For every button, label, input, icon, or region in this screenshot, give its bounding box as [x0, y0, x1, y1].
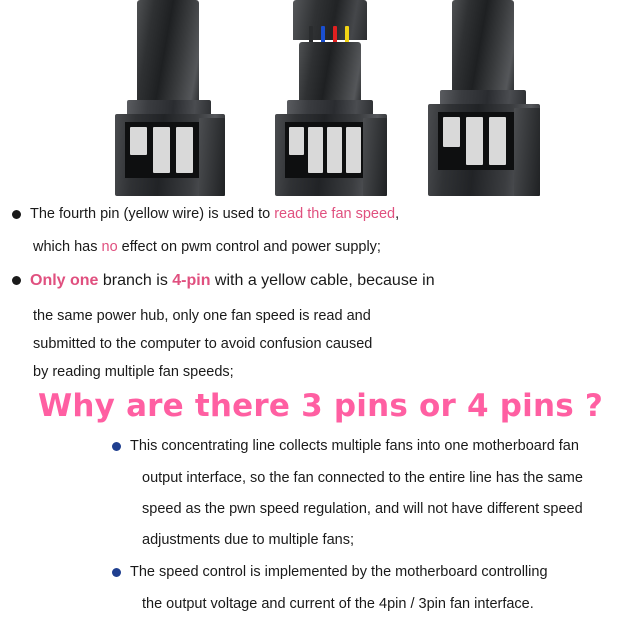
blue-bullet-1-line-4: adjustments due to multiple fans;: [142, 532, 354, 548]
bullet-dot-icon: [12, 276, 21, 285]
bullet-2-line-3: submitted to the computer to avoid confusion caused: [33, 336, 373, 352]
bullet-2-text-a: branch is: [98, 272, 173, 289]
bullet-2-emphasis-1: Only one: [30, 272, 99, 289]
bullet-2-emphasis-2: 4-pin: [172, 272, 211, 289]
bullet-1-line2-highlight: no: [101, 239, 118, 255]
left-pin-slot-3: [176, 127, 193, 173]
right-housing-side-rail: [514, 108, 540, 196]
blue-bullet-1-line-1: This concentrating line collects multiple fans into one motherboard fan: [130, 438, 579, 454]
bullet-dot-icon: [112, 442, 121, 451]
middle-cable-sheath: [299, 42, 361, 108]
bullet-1-text-highlight: read the fan speed: [274, 206, 396, 222]
right-cable-sheath: [452, 0, 514, 98]
bullet-dot-icon: [12, 210, 21, 219]
blue-bullet-2-line-2: the output voltage and current of the 4pin / 3pin fan interface.: [142, 596, 534, 612]
description-text-area: [0, 196, 640, 618]
middle-connector-4pin: [265, 0, 395, 196]
middle-pin-slot-3: [327, 127, 342, 173]
right-pin-slot-1: [443, 117, 460, 147]
middle-housing-side-rail: [363, 118, 387, 196]
bullet-item-2: [12, 270, 435, 291]
blue-bullet-1-line-3: speed as the pwn speed regulation, and will not have different speed: [142, 501, 583, 517]
bullet-1-line-1: [30, 204, 399, 225]
bullet-dot-icon: [112, 568, 121, 577]
middle-pin-slot-1: [289, 127, 304, 155]
bullet-1-line2-a: which has: [33, 239, 102, 255]
middle-cable-ribbon: [293, 0, 367, 40]
bullet-2-line-2: the same power hub, only one fan speed is read and: [33, 308, 371, 324]
blue-bullet-item-1: [112, 436, 579, 457]
bullet-2-line-1: [30, 270, 435, 291]
left-pin-slot-1: [130, 127, 147, 155]
left-cable-sheath: [137, 0, 199, 108]
bullet-item-1: [12, 204, 399, 225]
middle-pin-slot-2: [308, 127, 323, 173]
middle-pin-slot-4: [346, 127, 361, 173]
right-pin-slot-3: [489, 117, 506, 165]
bullet-1-text-b: ,: [395, 206, 400, 222]
right-pin-slot-2: [466, 117, 483, 165]
blue-bullet-1-line-2: output interface, so the fan connected to the entire line has the same: [142, 470, 583, 486]
left-pin-slot-2: [153, 127, 170, 173]
product-photo: [0, 0, 640, 196]
left-connector-3pin: [105, 0, 235, 196]
bullet-1-line-2: [33, 237, 381, 258]
bullet-1-line2-b: effect on pwm control and power supply;: [117, 239, 381, 255]
page-title: Why are there 3 pins or 4 pins ?: [38, 388, 604, 424]
left-housing-side-rail: [199, 118, 225, 196]
bullet-1-text-a: The fourth pin (yellow wire) is used to: [30, 206, 275, 222]
right-connector-3pin: [420, 0, 550, 196]
blue-bullet-item-2: [112, 562, 548, 583]
blue-bullet-2-line-1: The speed control is implemented by the motherboard controlling: [130, 564, 548, 580]
bullet-2-line-4: by reading multiple fan speeds;: [33, 364, 234, 380]
bullet-2-text-b: with a yellow cable, because in: [210, 272, 435, 289]
